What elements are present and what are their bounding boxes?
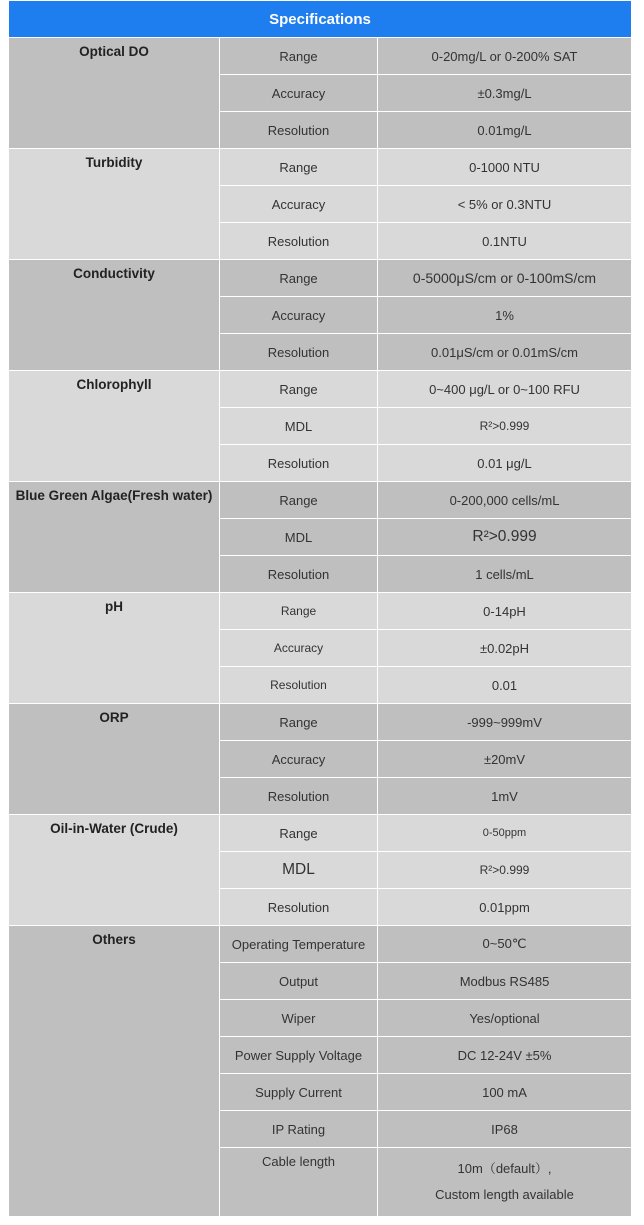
table-row [9, 815, 632, 852]
param-cell: Power Supply Voltage [220, 1037, 378, 1074]
value-cell: 1mV [378, 778, 632, 815]
value-cell: ±0.3mg/L [378, 75, 632, 112]
table-header-row [9, 1, 632, 38]
param-cell: Resolution [220, 556, 378, 593]
value-cell [378, 1148, 632, 1217]
value-cell: < 5% or 0.3NTU [378, 186, 632, 223]
param-cell: Operating Temperature [220, 926, 378, 963]
group-label: Oil-in-Water (Crude) [9, 815, 220, 926]
value-cell: 0-5000μS/cm or 0-100mS/cm [378, 260, 632, 297]
value-cell: DC 12-24V ±5% [378, 1037, 632, 1074]
value-cell: R²>0.999 [378, 519, 632, 556]
value-cell: 0.01ppm [378, 889, 632, 926]
table-row [9, 260, 632, 297]
table-row [9, 704, 632, 741]
table-row [9, 371, 632, 408]
param-cell: Resolution [220, 445, 378, 482]
param-cell: Range [220, 38, 378, 75]
param-cell: Range [220, 593, 378, 630]
value-cell: 0.01mg/L [378, 112, 632, 149]
param-cell: Accuracy [220, 186, 378, 223]
table-row [9, 482, 632, 519]
value-cell: 0.01 [378, 667, 632, 704]
value-cell: 0~50℃ [378, 926, 632, 963]
param-cell: MDL [220, 852, 378, 889]
param-cell: Resolution [220, 667, 378, 704]
param-cell: Range [220, 371, 378, 408]
param-cell: Range [220, 482, 378, 519]
param-cell: MDL [220, 408, 378, 445]
param-cell: Supply Current [220, 1074, 378, 1111]
param-cell: Accuracy [220, 630, 378, 667]
group-label: Conductivity [9, 260, 220, 371]
group-label: Blue Green Algae(Fresh water) [9, 482, 220, 593]
param-cell: Resolution [220, 889, 378, 926]
param-cell: Wiper [220, 1000, 378, 1037]
value-cell: 0.01 μg/L [378, 445, 632, 482]
param-cell: Cable length [220, 1148, 378, 1217]
param-cell: Resolution [220, 112, 378, 149]
group-label: Chlorophyll [9, 371, 220, 482]
value-cell: IP68 [378, 1111, 632, 1148]
value-cell: ±0.02pH [378, 630, 632, 667]
group-label: Optical DO [9, 38, 220, 149]
specifications-table [8, 0, 632, 1217]
value-cell: -999~999mV [378, 704, 632, 741]
value-cell: 1 cells/mL [378, 556, 632, 593]
table-header: Specifications [9, 1, 632, 38]
specifications-table-wrapper [8, 0, 631, 1217]
value-cell: 0-200,000 cells/mL [378, 482, 632, 519]
value-cell: 0-20mg/L or 0-200% SAT [378, 38, 632, 75]
value-cell: Modbus RS485 [378, 963, 632, 1000]
group-label: Others [9, 926, 220, 1217]
param-cell: MDL [220, 519, 378, 556]
param-cell: Accuracy [220, 75, 378, 112]
group-label: Turbidity [9, 149, 220, 260]
param-cell: Resolution [220, 223, 378, 260]
value-cell: 100 mA [378, 1074, 632, 1111]
param-cell: Resolution [220, 778, 378, 815]
value-cell: 0-50ppm [378, 815, 632, 852]
value-cell: 0.01μS/cm or 0.01mS/cm [378, 334, 632, 371]
value-line: Custom length available [435, 1187, 574, 1202]
table-row [9, 926, 632, 963]
param-cell: Range [220, 149, 378, 186]
value-line: 10m（default）, [457, 1161, 552, 1176]
table-row [9, 38, 632, 75]
param-cell: Resolution [220, 334, 378, 371]
value-cell: 1% [378, 297, 632, 334]
param-cell: Range [220, 704, 378, 741]
value-cell: 0-1000 NTU [378, 149, 632, 186]
value-cell: R²>0.999 [378, 408, 632, 445]
param-cell: Accuracy [220, 741, 378, 778]
value-cell: ±20mV [378, 741, 632, 778]
value-cell: Yes/optional [378, 1000, 632, 1037]
param-cell: Accuracy [220, 297, 378, 334]
table-row [9, 593, 632, 630]
value-cell: 0.1NTU [378, 223, 632, 260]
param-cell: Range [220, 815, 378, 852]
group-label: pH [9, 593, 220, 704]
value-cell: R²>0.999 [378, 852, 632, 889]
param-cell: Output [220, 963, 378, 1000]
group-label: ORP [9, 704, 220, 815]
table-row [9, 149, 632, 186]
value-cell: 0~400 μg/L or 0~100 RFU [378, 371, 632, 408]
param-cell: IP Rating [220, 1111, 378, 1148]
param-cell: Range [220, 260, 378, 297]
value-cell: 0-14pH [378, 593, 632, 630]
